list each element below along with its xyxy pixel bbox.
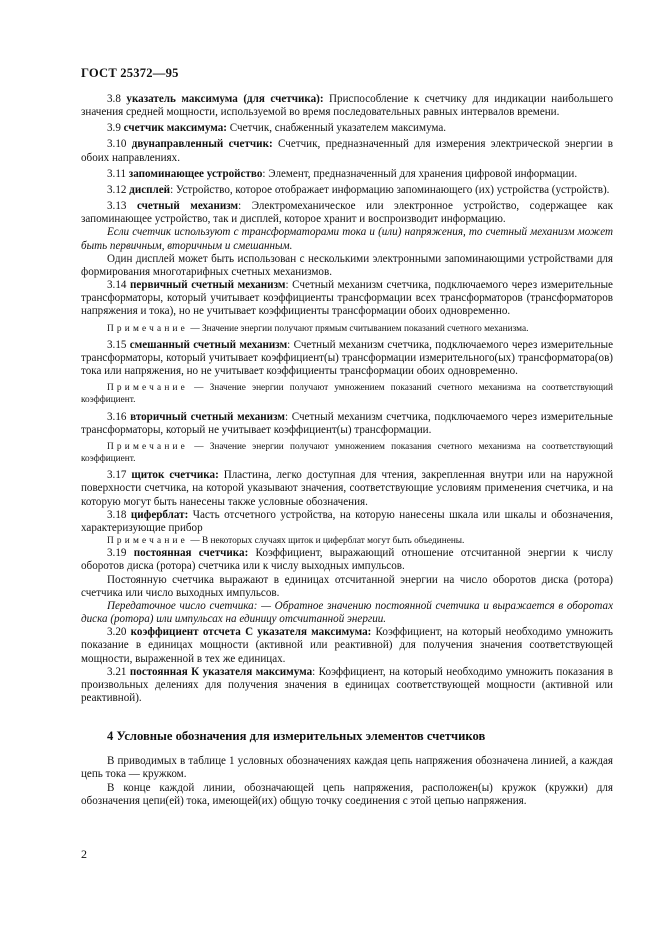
definition: Счетчик, предназначенный для измерения электрической энергии в обоих направлениях.	[81, 138, 614, 164]
plain-paragraph: Постоянную счетчика выражают в единицах отсчитанной энергии на число оборотов диска (ротора) счетчика или число выходных импульсов.	[81, 573, 613, 599]
clause-3-17	[81, 469, 613, 508]
definition: Счетчик, снабженный указателем максимума.	[226, 122, 447, 135]
clause-number: 3.13	[107, 200, 127, 213]
note	[81, 382, 613, 406]
term: щиток счетчика:	[131, 469, 219, 482]
clause-3-10	[81, 138, 613, 164]
definition: Коэффициент, на который необходимо умножить показание в единицах мощности (активной или реактивной) для получения значения соответствующей мощности, выраженной в тех же единицах.	[81, 626, 613, 665]
clause-number: 3.19	[107, 547, 127, 560]
note-text: — В некоторых случаях щиток и циферблат могут быть объединены.	[188, 536, 465, 547]
note-label: Примечание	[107, 441, 188, 452]
clause-3-21	[81, 666, 613, 705]
definition: Коэффициент, выражающий отношение отсчитанной энергии к числу оборотов диска (ротора) счетчика или к числу выходных импульсов.	[81, 547, 613, 573]
section-paragraph: В конце каждой линии, обозначающей цепь напряжения, расположен(ы) кружок (кружки) для обозначения цепи(ей) тока, имеющей(их) общую точку соединения с этой цепью напряжения.	[81, 781, 613, 807]
clause-3-15	[81, 339, 613, 378]
note-label: Примечание	[107, 323, 188, 334]
term: вторичный счетный механизм	[130, 410, 285, 423]
definition: Приспособление к счетчику для индикации наибольшего значения средней мощности, используемой во время последовательных равных интервалов времени.	[81, 93, 614, 119]
definition: : Счетный механизм счетчика, подключаемого через измерительные трансформаторы, который учитывает коэффициенты трансформации всех трансформаторов (трансформаторов напряжения и тока), но не учитывает коэффициенты трансформации обоих одновременно.	[81, 279, 613, 318]
note	[81, 441, 613, 465]
standard-header: ГОСТ 25372—95	[81, 66, 179, 80]
term: циферблат:	[130, 508, 189, 521]
term: счетчик максимума:	[123, 122, 227, 135]
note	[81, 535, 613, 547]
note-text: — Значение энергии получают умножением показаний счетного механизма на соответствующий коэффициент.	[81, 383, 613, 406]
document-body	[81, 93, 613, 808]
italic-remark: Передаточное число счетчика: — Обратное значению постоянной счетчика и выражается в оборотах диска (ротора) или импульсах на единицу отсчитанной энергии.	[81, 599, 613, 626]
section-paragraph: В приводимых в таблице 1 условных обозначениях каждая цепь напряжения обозначена линией, а каждая цепь тока — кружком.	[81, 755, 613, 781]
term: смешанный счетный механизм	[129, 338, 288, 351]
clause-number: 3.9	[107, 122, 121, 135]
clause-3-20	[81, 626, 613, 665]
definition: : Счетный механизм счетчика, подключаемого через измерительные трансформаторы, который не учитывает коэффициент(ы) трансформации.	[81, 410, 613, 436]
definition: : Устройство, которое отображает информацию запоминающего (их) устройства (устройств).	[170, 183, 610, 196]
clause-number: 3.12	[107, 183, 127, 196]
clause-number: 3.18	[107, 508, 127, 521]
page-number: 2	[81, 847, 87, 861]
clause-number: 3.10	[107, 138, 127, 151]
note-text: — Значение энергии получают прямым считыванием показаний счетного механизма.	[188, 323, 529, 334]
definition: : Счетный механизм счетчика, подключаемого через измерительные трансформаторы, который учитывает коэффициент(ы) трансформации измерительного(ых) трансформатора(ов) тока или напряжения, но не учитывает коэффициенты трансформации обоих одновременно.	[81, 338, 613, 378]
term: двунаправленный счетчик:	[131, 138, 273, 151]
clause-3-13	[81, 200, 613, 226]
definition: Часть отсчетного устройства, на которую нанесены шкала или шкалы и обозначения, характеризующие прибор	[81, 508, 613, 534]
term: первичный счетный механизм	[130, 279, 286, 292]
definition: : Элемент, предназначенный для хранения цифровой информации.	[262, 167, 578, 180]
clause-number: 3.11	[107, 167, 127, 180]
clause-number: 3.8	[107, 93, 121, 105]
term: постоянная К указателя максимума	[129, 665, 313, 678]
section-heading: 4 Условные обозначения для измерительных элементов счетчиков	[107, 729, 486, 744]
clause-3-12	[81, 184, 613, 197]
term: указатель максимума (для счетчика):	[126, 93, 324, 105]
term: коэффициент отсчета С указателя максимума:	[130, 626, 372, 639]
clause-3-16	[81, 411, 613, 437]
note	[81, 323, 613, 335]
definition: : Коэффициент, на который необходимо умножить показания в произвольных делениях для получения значения в единицах соответствующей мощности (активной или реактивной).	[81, 665, 614, 704]
clause-number: 3.17	[107, 469, 127, 482]
clause-3-19	[81, 547, 613, 573]
definition: Пластина, легко доступная для чтения, закрепленная внутри или на наружной поверхности счетчика, на которой указывают значения, соответствующие условиям применения счетчика, и на которую могут быть нанесены также условные обозначения.	[81, 469, 614, 508]
clause-3-11	[81, 168, 613, 181]
term: запоминающее устройство	[128, 167, 263, 180]
clause-3-9	[81, 122, 613, 135]
clause-number: 3.21	[107, 665, 127, 678]
italic-remark: Если счетчик используют с трансформаторами тока и (или) напряжения, то счетный механизм может быть первичным, вторичным и смешанным.	[81, 226, 613, 252]
note-label: Примечание	[107, 383, 188, 394]
clause-3-14	[81, 279, 613, 318]
note-text: — Значение энергии получают умножением показания счетного механизма на соответствующий коэффициент.	[81, 441, 613, 465]
term: счетный механизм	[136, 200, 239, 213]
clause-number: 3.20	[107, 626, 127, 639]
clause-number: 3.14	[107, 279, 127, 292]
clause-number: 3.16	[107, 410, 127, 423]
clause-number: 3.15	[107, 338, 127, 351]
term: постоянная счетчика:	[133, 547, 249, 560]
clause-3-18	[81, 509, 613, 535]
plain-paragraph: Один дисплей может быть использован с несколькими электронными запоминающими устройствами для формирования многотарифных счетных механизмов.	[81, 252, 613, 278]
definition: : Электромеханическое или электронное устройство, содержащее как запоминающее устройство, так и дисплей, которое хранит и воспроизводит информацию.	[81, 200, 613, 226]
note-label: Примечание	[107, 536, 188, 547]
clause-3-8	[81, 93, 613, 119]
term: дисплей	[129, 183, 171, 196]
